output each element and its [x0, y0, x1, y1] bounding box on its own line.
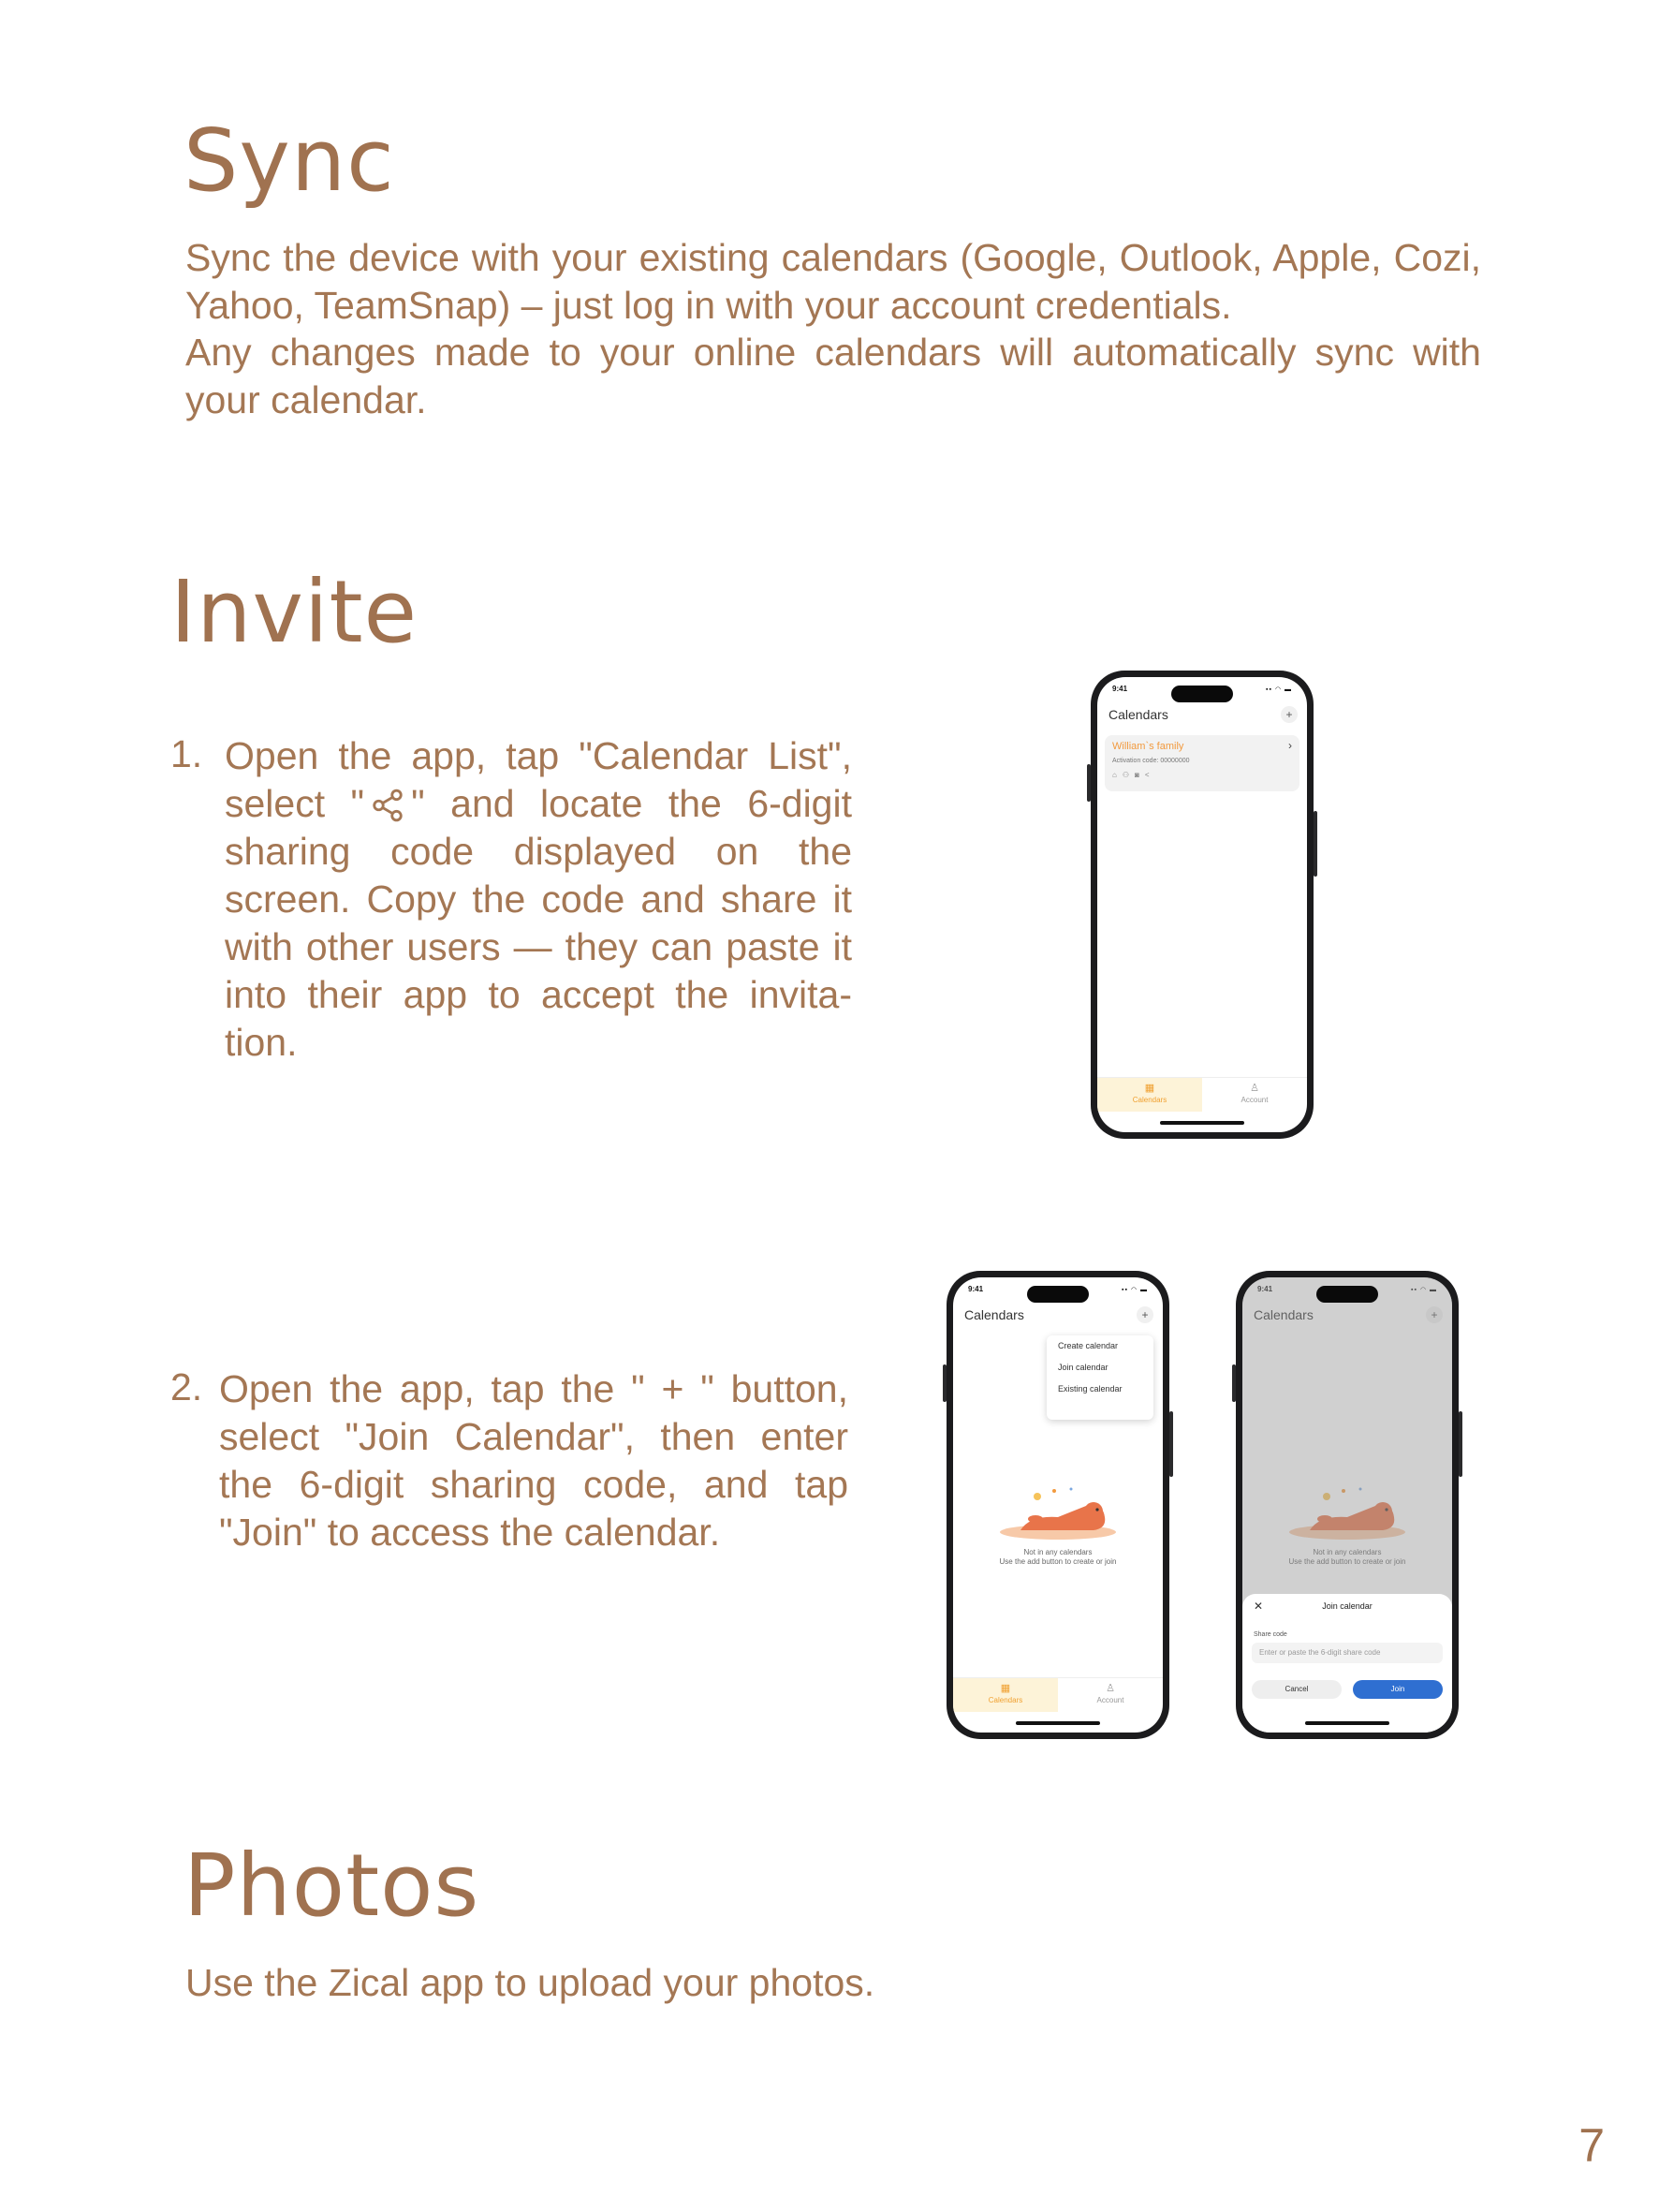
card-action-icons[interactable]: ⌂⚇◙<: [1112, 771, 1155, 779]
empty-state-message: [953, 1548, 1163, 1567]
phone-3-screen: [1242, 1277, 1452, 1733]
dog-illustration: [992, 1482, 1123, 1547]
phone-2-screen: [953, 1277, 1163, 1733]
step-1-text-a: Open the app, tap "Calendar List", select ": [225, 734, 852, 825]
share-code-label: Share code: [1254, 1631, 1287, 1638]
step-1-text-b: " and locate the 6-digit sharing code displayed on the screen. Copy the code and share it with other users — they can paste it into their app to accept the invita-tion.: [225, 782, 852, 1064]
join-button[interactable]: Join: [1353, 1680, 1443, 1699]
photos-heading: Photos: [184, 1836, 480, 1936]
add-button[interactable]: +: [1137, 1306, 1153, 1323]
empty-state-line-2: Use the add button to create or join: [1288, 1557, 1406, 1566]
calendars-title: Calendars: [964, 1307, 1024, 1322]
status-time: 9:41: [968, 1285, 984, 1293]
add-menu: [1047, 1335, 1153, 1420]
add-button[interactable]: +: [1426, 1306, 1443, 1323]
user-icon: ♙: [1250, 1083, 1259, 1094]
status-icons: ▪▪ ◠ ▬: [1266, 686, 1292, 693]
phone-2-notch: [1027, 1286, 1089, 1303]
phone-add-menu: [947, 1271, 1169, 1739]
sync-heading: Sync: [184, 111, 395, 211]
status-time: 9:41: [1112, 685, 1128, 693]
user-icon: ♙: [1106, 1683, 1115, 1694]
activation-code: Activation code: 00000000: [1112, 758, 1190, 764]
share-code-input[interactable]: Enter or paste the 6-digit share code: [1252, 1643, 1443, 1663]
home-indicator: [1305, 1721, 1389, 1725]
home-indicator: [1160, 1121, 1244, 1125]
calendar-icon: ▦: [1000, 1683, 1011, 1694]
calendars-title: Calendars: [1254, 1307, 1314, 1322]
menu-create-calendar[interactable]: Create calendar: [1058, 1341, 1119, 1350]
chevron-right-icon: ›: [1288, 739, 1292, 752]
empty-state-line-2: Use the add button to create or join: [999, 1557, 1117, 1566]
empty-state-line-1: Not in any calendars: [1313, 1548, 1382, 1556]
calendar-card[interactable]: [1105, 735, 1299, 791]
join-calendar-sheet: [1242, 1594, 1452, 1733]
photos-paragraph: Use the Zical app to upload your photos.: [185, 1961, 875, 2004]
close-icon[interactable]: ✕: [1254, 1600, 1264, 1613]
sync-paragraph-1: Sync the device with your existing calendars (Google, Outlook, Apple, Cozi, Yahoo, TeamSnap) – just log in with your account credentials.: [185, 236, 1481, 327]
phone-3-notch: [1316, 1286, 1378, 1303]
step-1-text: [225, 732, 852, 1067]
phone-calendar-list: [1091, 671, 1314, 1139]
empty-state-line-1: Not in any calendars: [1023, 1548, 1093, 1556]
status-icons: ▪▪ ◠ ▬: [1411, 1287, 1437, 1293]
tab-calendars-label: Calendars: [1132, 1096, 1167, 1104]
home-indicator: [1016, 1721, 1100, 1725]
status-time: 9:41: [1257, 1285, 1273, 1293]
calendar-icon: ▦: [1144, 1083, 1155, 1094]
menu-join-calendar[interactable]: Join calendar: [1058, 1363, 1108, 1372]
step-1-number: 1.: [170, 732, 203, 775]
share-icon: [370, 788, 405, 823]
step-2-text: Open the app, tap the " + " button, select "Join Calendar", then enter the 6-digit sharing code, and tap "Join" to access the calendar.: [219, 1367, 848, 1554]
tab-calendars[interactable]: [1097, 1078, 1202, 1112]
tab-bar: [953, 1677, 1163, 1712]
tab-account-label: Account: [1241, 1096, 1269, 1104]
cancel-button[interactable]: Cancel: [1252, 1680, 1342, 1699]
calendar-name: William`s family: [1112, 741, 1184, 752]
invite-heading: Invite: [170, 562, 418, 662]
calendars-title: Calendars: [1108, 707, 1168, 722]
phone-1-notch: [1171, 686, 1233, 702]
status-icons: ▪▪ ◠ ▬: [1122, 1287, 1148, 1293]
step-2-number: 2.: [170, 1365, 203, 1408]
tab-calendars-label: Calendars: [988, 1696, 1023, 1704]
tab-account-label: Account: [1096, 1696, 1124, 1704]
tab-account[interactable]: [1058, 1678, 1163, 1712]
page-number: 7: [1578, 2119, 1605, 2172]
sync-paragraph-2: Any changes made to your online calendars will automatically sync with your calendar.: [185, 331, 1481, 421]
tab-bar: [1097, 1077, 1307, 1112]
phone-1-screen: [1097, 677, 1307, 1132]
phone-join-sheet: [1236, 1271, 1459, 1739]
add-button[interactable]: +: [1281, 706, 1298, 723]
sheet-title: Join calendar: [1322, 1601, 1373, 1611]
menu-existing-calendar[interactable]: Existing calendar: [1058, 1384, 1123, 1394]
tab-calendars[interactable]: [953, 1678, 1058, 1712]
tab-account[interactable]: [1202, 1078, 1307, 1112]
